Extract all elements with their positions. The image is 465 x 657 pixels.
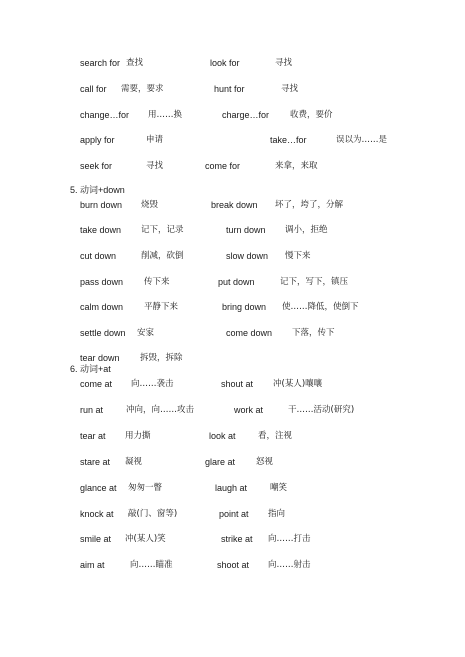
phrase-term: hunt for bbox=[214, 84, 245, 94]
phrase-meaning: 需要，要求 bbox=[121, 84, 164, 94]
phrase-meaning: 冲向，向……攻击 bbox=[126, 405, 195, 415]
phrase-term: settle down bbox=[80, 328, 126, 338]
phrase-term: come at bbox=[80, 379, 113, 389]
phrase-term: call for bbox=[80, 84, 107, 94]
phrase-meaning: 使……降低，使倒下 bbox=[282, 302, 359, 312]
phrase-meaning: 烧毁 bbox=[141, 200, 159, 210]
phrase-term: take…for bbox=[270, 135, 307, 145]
phrase-meaning: 误以为……是 bbox=[336, 135, 388, 145]
phrase-meaning: 坏了，垮了，分解 bbox=[275, 200, 344, 210]
phrase-meaning: 用力撕 bbox=[125, 431, 151, 441]
phrase-meaning: 干……活动(研究) bbox=[288, 405, 355, 415]
phrase-term: glare at bbox=[205, 457, 236, 467]
phrase-meaning: 向……瞄准 bbox=[130, 560, 173, 570]
phrase-term: put down bbox=[218, 277, 255, 287]
phrase-meaning: 平静下来 bbox=[144, 302, 179, 312]
phrase-term: tear at bbox=[80, 431, 106, 441]
phrase-meaning: 下落，传下 bbox=[292, 328, 335, 338]
phrase-meaning: 削减，砍倒 bbox=[141, 251, 184, 261]
phrase-term: smile at bbox=[80, 534, 112, 544]
phrase-meaning: 冲(某人)笑 bbox=[125, 534, 166, 544]
phrase-term: calm down bbox=[80, 302, 124, 312]
phrase-term: seek for bbox=[80, 161, 113, 171]
phrase-meaning: 申请 bbox=[146, 135, 164, 145]
phrase-term: change…for bbox=[80, 110, 130, 120]
phrase-meaning: 查找 bbox=[126, 58, 144, 68]
phrase-term: shout at bbox=[221, 379, 254, 389]
phrase-term: stare at bbox=[80, 457, 111, 467]
phrase-meaning: 记下，写下，镇压 bbox=[280, 277, 349, 287]
phrase-meaning: 记下，记录 bbox=[141, 225, 184, 235]
phrase-term: come for bbox=[205, 161, 241, 171]
phrase-term: laugh at bbox=[215, 483, 248, 493]
phrase-meaning: 拆毁，拆除 bbox=[140, 353, 183, 363]
phrase-meaning: 向……打击 bbox=[268, 534, 311, 544]
phrase-term: tear down bbox=[80, 353, 120, 363]
phrase-meaning: 寻找 bbox=[275, 58, 293, 68]
phrase-meaning: 调小，拒绝 bbox=[285, 225, 328, 235]
phrase-term: look at bbox=[209, 431, 236, 441]
phrase-term: turn down bbox=[226, 225, 266, 235]
phrase-meaning: 寻找 bbox=[146, 161, 164, 171]
phrase-term: charge…for bbox=[222, 110, 270, 120]
phrase-term: apply for bbox=[80, 135, 115, 145]
phrase-meaning: 向……射击 bbox=[268, 560, 311, 570]
phrase-meaning: 冲(某人)嚷嚷 bbox=[273, 379, 323, 389]
phrase-term: slow down bbox=[226, 251, 269, 261]
phrase-term: look for bbox=[210, 58, 240, 68]
phrase-meaning: 向……袭击 bbox=[131, 379, 174, 389]
phrase-term: bring down bbox=[222, 302, 267, 312]
phrase-term: take down bbox=[80, 225, 122, 235]
phrase-meaning: 匆匆一瞥 bbox=[128, 483, 163, 493]
phrase-meaning: 安家 bbox=[137, 328, 155, 338]
phrase-term: shoot at bbox=[217, 560, 250, 570]
phrase-meaning: 收费，要价 bbox=[290, 110, 333, 120]
phrase-term: aim at bbox=[80, 560, 105, 570]
section-heading: 6. 动词+at bbox=[70, 364, 111, 374]
phrase-meaning: 嘲笑 bbox=[270, 483, 288, 493]
phrase-term: search for bbox=[80, 58, 121, 68]
phrase-term: burn down bbox=[80, 200, 123, 210]
phrase-term: come down bbox=[226, 328, 273, 338]
phrase-meaning: 凝视 bbox=[125, 457, 143, 467]
phrase-meaning: 用……换 bbox=[148, 110, 183, 120]
phrase-meaning: 指向 bbox=[268, 509, 286, 519]
phrase-term: work at bbox=[234, 405, 264, 415]
phrase-term: knock at bbox=[80, 509, 114, 519]
phrase-term: cut down bbox=[80, 251, 117, 261]
phrase-term: break down bbox=[211, 200, 258, 210]
phrase-term: point at bbox=[219, 509, 249, 519]
phrase-term: run at bbox=[80, 405, 104, 415]
phrase-meaning: 敲(门、窗等) bbox=[128, 509, 178, 519]
phrase-term: glance at bbox=[80, 483, 117, 493]
phrase-meaning: 寻找 bbox=[281, 84, 299, 94]
section-heading: 5. 动词+down bbox=[70, 185, 125, 195]
phrase-meaning: 传下来 bbox=[144, 277, 170, 287]
phrase-meaning: 看，注视 bbox=[258, 431, 293, 441]
phrase-meaning: 怒视 bbox=[256, 457, 274, 467]
phrase-meaning: 慢下来 bbox=[285, 251, 311, 261]
phrase-meaning: 来拿，来取 bbox=[275, 161, 318, 171]
phrase-term: strike at bbox=[221, 534, 253, 544]
phrase-term: pass down bbox=[80, 277, 124, 287]
